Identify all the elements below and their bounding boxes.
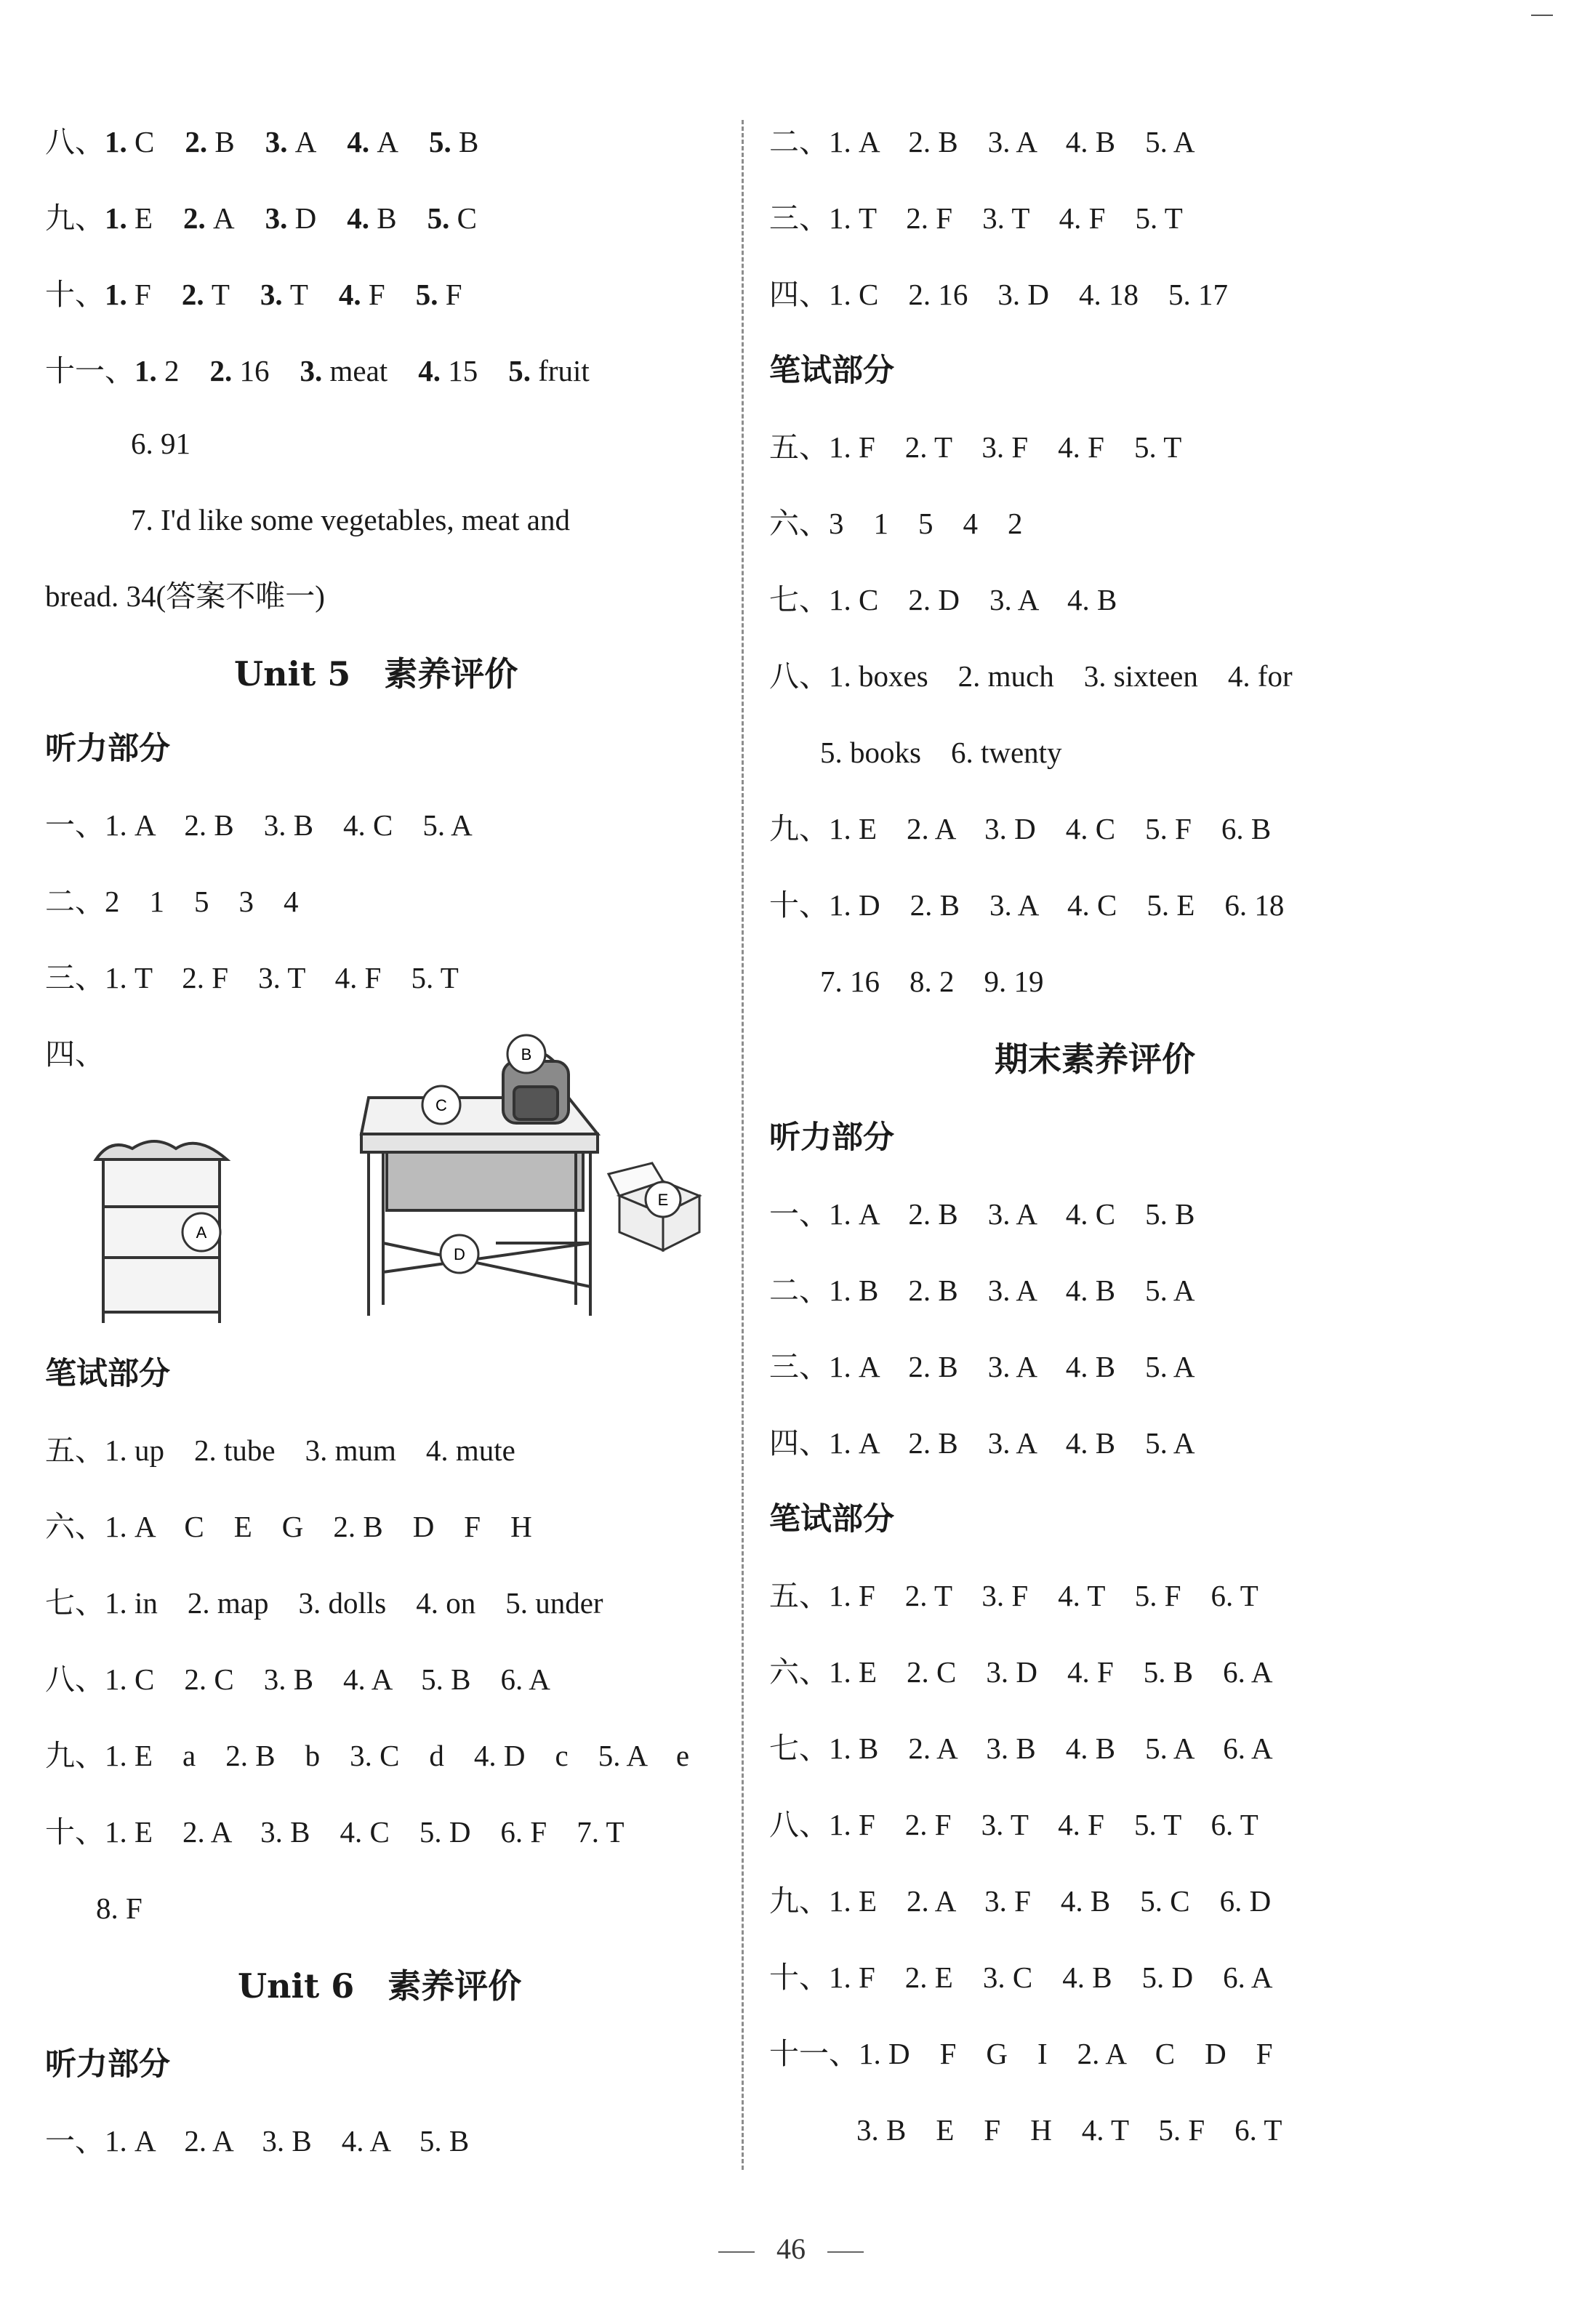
final-q5: 五、1. F 2. T 3. F 4. T 5. F 6. T [769,1579,1258,1612]
answer-item: 1. 2 [134,354,180,387]
unit5-listening-heading: 听力部分 [45,731,170,767]
unit6-q8: 八、1. boxes 2. much 3. sixteen 4. for [769,659,1293,693]
final-writing-heading: 笔试部分 [769,1501,894,1537]
label-circle-c [422,1086,460,1124]
unit5-q1: 一、1. A 2. B 3. B 4. C 5. A [45,808,473,842]
page-footer [0,2232,1582,2266]
answer-item: 5. C [427,201,477,235]
unit6-q7: 七、1. C 2. D 3. A 4. B [769,583,1117,616]
unit5-q3: 三、1. T 2. F 3. T 4. F 5. T [45,961,459,994]
answer-item: 2. A [183,201,235,235]
unit6-q8b: 5. books 6. twenty [820,736,1062,769]
unit5-q10: 十、1. E 2. A 3. B 4. C 5. D 6. F 7. T [45,1815,625,1849]
answer-item: 3. D [265,201,317,235]
page-number: 46 [776,2232,806,2265]
unit5-q6: 六、1. A C E G 2. B D F H [45,1510,532,1543]
unit5-q4: 四、 [45,1037,105,1071]
label-d: D [454,1245,465,1263]
unit5-q9: 九、1. E a 2. B b 3. C d 4. D c 5. A e [45,1739,690,1772]
unit4-answer-line-8 [45,120,509,164]
unit4-answer-line-9 [45,196,507,240]
unit5-q2: 二、2 1 5 3 4 [45,885,299,918]
label-a: A [196,1223,207,1242]
answer-item: 4. 15 [418,354,478,387]
unit6-q3: 三、1. T 2. F 3. T 4. F 5. T [769,201,1183,235]
answer-item: 1. E [105,201,153,235]
answer-item: 1. C [105,125,155,158]
final-title: 期末素养评价 [995,1040,1195,1079]
label-e: E [657,1191,669,1209]
unit6-q9: 九、1. E 2. A 3. D 4. C 5. F 6. B [769,812,1272,845]
question-number: 十、 [45,278,105,311]
final-q1: 一、1. A 2. B 3. A 4. C 5. B [769,1197,1195,1231]
label-circle-d [441,1235,478,1273]
room-picture [89,1032,714,1330]
answer-item: 4. F [338,278,385,311]
unit6-q10: 十、1. D 2. B 3. A 4. C 5. E 6. 18 [769,888,1285,922]
unit5-q7: 七、1. in 2. map 3. dolls 4. on 5. under [45,1586,603,1620]
final-q7: 七、1. B 2. A 3. B 4. B 5. A 6. A [769,1732,1273,1765]
unit5-title: Unit 5 素养评价 [234,654,518,693]
answer-line-11-q6: 6. 91 [131,427,190,460]
question-number: 十一、 [45,354,134,387]
desk-icon [361,1098,598,1316]
unit6-listening-heading: 听力部分 [45,2046,170,2083]
answer-item: 3. meat [300,354,388,387]
final-q6: 六、1. E 2. C 3. D 4. F 5. B 6. A [769,1655,1273,1689]
answer-line-11-q7a: 7. I'd like some vegetables, meat and [131,503,570,536]
final-q8: 八、1. F 2. F 3. T 4. F 5. T 6. T [769,1808,1258,1841]
answer-item: 5. B [428,125,479,158]
answer-item: 2. 16 [209,354,270,387]
unit5-q8: 八、1. C 2. C 3. B 4. A 5. B 6. A [45,1662,550,1696]
label-c: C [435,1096,447,1114]
final-q11: 十一、1. D F G I 2. A C D F [769,2037,1273,2070]
unit6-q5: 五、1. F 2. T 3. F 4. F 5. T [769,430,1182,464]
final-listening-heading: 听力部分 [769,1119,894,1156]
final-q2: 二、1. B 2. B 3. A 4. B 5. A [769,1274,1195,1307]
final-q10: 十、1. F 2. E 3. C 4. B 5. D 6. A [769,1961,1273,1994]
answer-item: 4. A [347,125,398,158]
answer-item: 3. A [265,125,317,158]
label-circle-a [182,1213,220,1251]
final-q4: 四、1. A 2. B 3. A 4. B 5. A [769,1426,1195,1460]
question-number: 八、 [45,125,105,158]
unit5-writing-heading: 笔试部分 [45,1356,170,1392]
unit6-q10b: 7. 16 8. 2 9. 19 [820,965,1044,998]
label-circle-b [507,1035,545,1073]
answer-item: 2. T [181,278,230,311]
corner-mark [1531,15,1553,16]
answer-item: 2. B [185,125,235,158]
answer-item: 5. F [415,278,462,311]
question-number: 九、 [45,201,105,235]
label-circle-e [646,1182,680,1217]
answer-item: 5. fruit [508,354,590,387]
unit5-q10b: 8. F [96,1891,142,1925]
answer-item: 3. T [260,278,308,311]
answer-item: 1. F [105,278,151,311]
final-q11b: 3. B E F H 4. T 5. F 6. T [856,2113,1282,2147]
column-divider [742,120,744,2170]
unit4-answer-line-11 [45,349,620,393]
unit5-q5: 五、1. up 2. tube 3. mum 4. mute [45,1434,515,1467]
label-b: B [521,1045,532,1064]
final-q9: 九、1. E 2. A 3. F 4. B 5. C 6. D [769,1884,1272,1918]
unit6-title: Unit 6 素养评价 [238,1966,522,2006]
unit6-q2: 二、1. A 2. B 3. A 4. B 5. A [769,125,1195,158]
answer-item: 4. B [347,201,397,235]
unit4-answer-line-10 [45,273,493,316]
unit6-writing-heading: 笔试部分 [769,353,894,389]
unit6-q4: 四、1. C 2. 16 3. D 4. 18 5. 17 [769,278,1228,311]
unit6-q1: 一、1. A 2. A 3. B 4. A 5. B [45,2124,470,2158]
answer-line-11-q7b: bread. 34(答案不唯一) [45,579,325,613]
unit6-q6: 六、3 1 5 4 2 [769,507,1023,540]
final-q3: 三、1. A 2. B 3. A 4. B 5. A [769,1350,1195,1383]
